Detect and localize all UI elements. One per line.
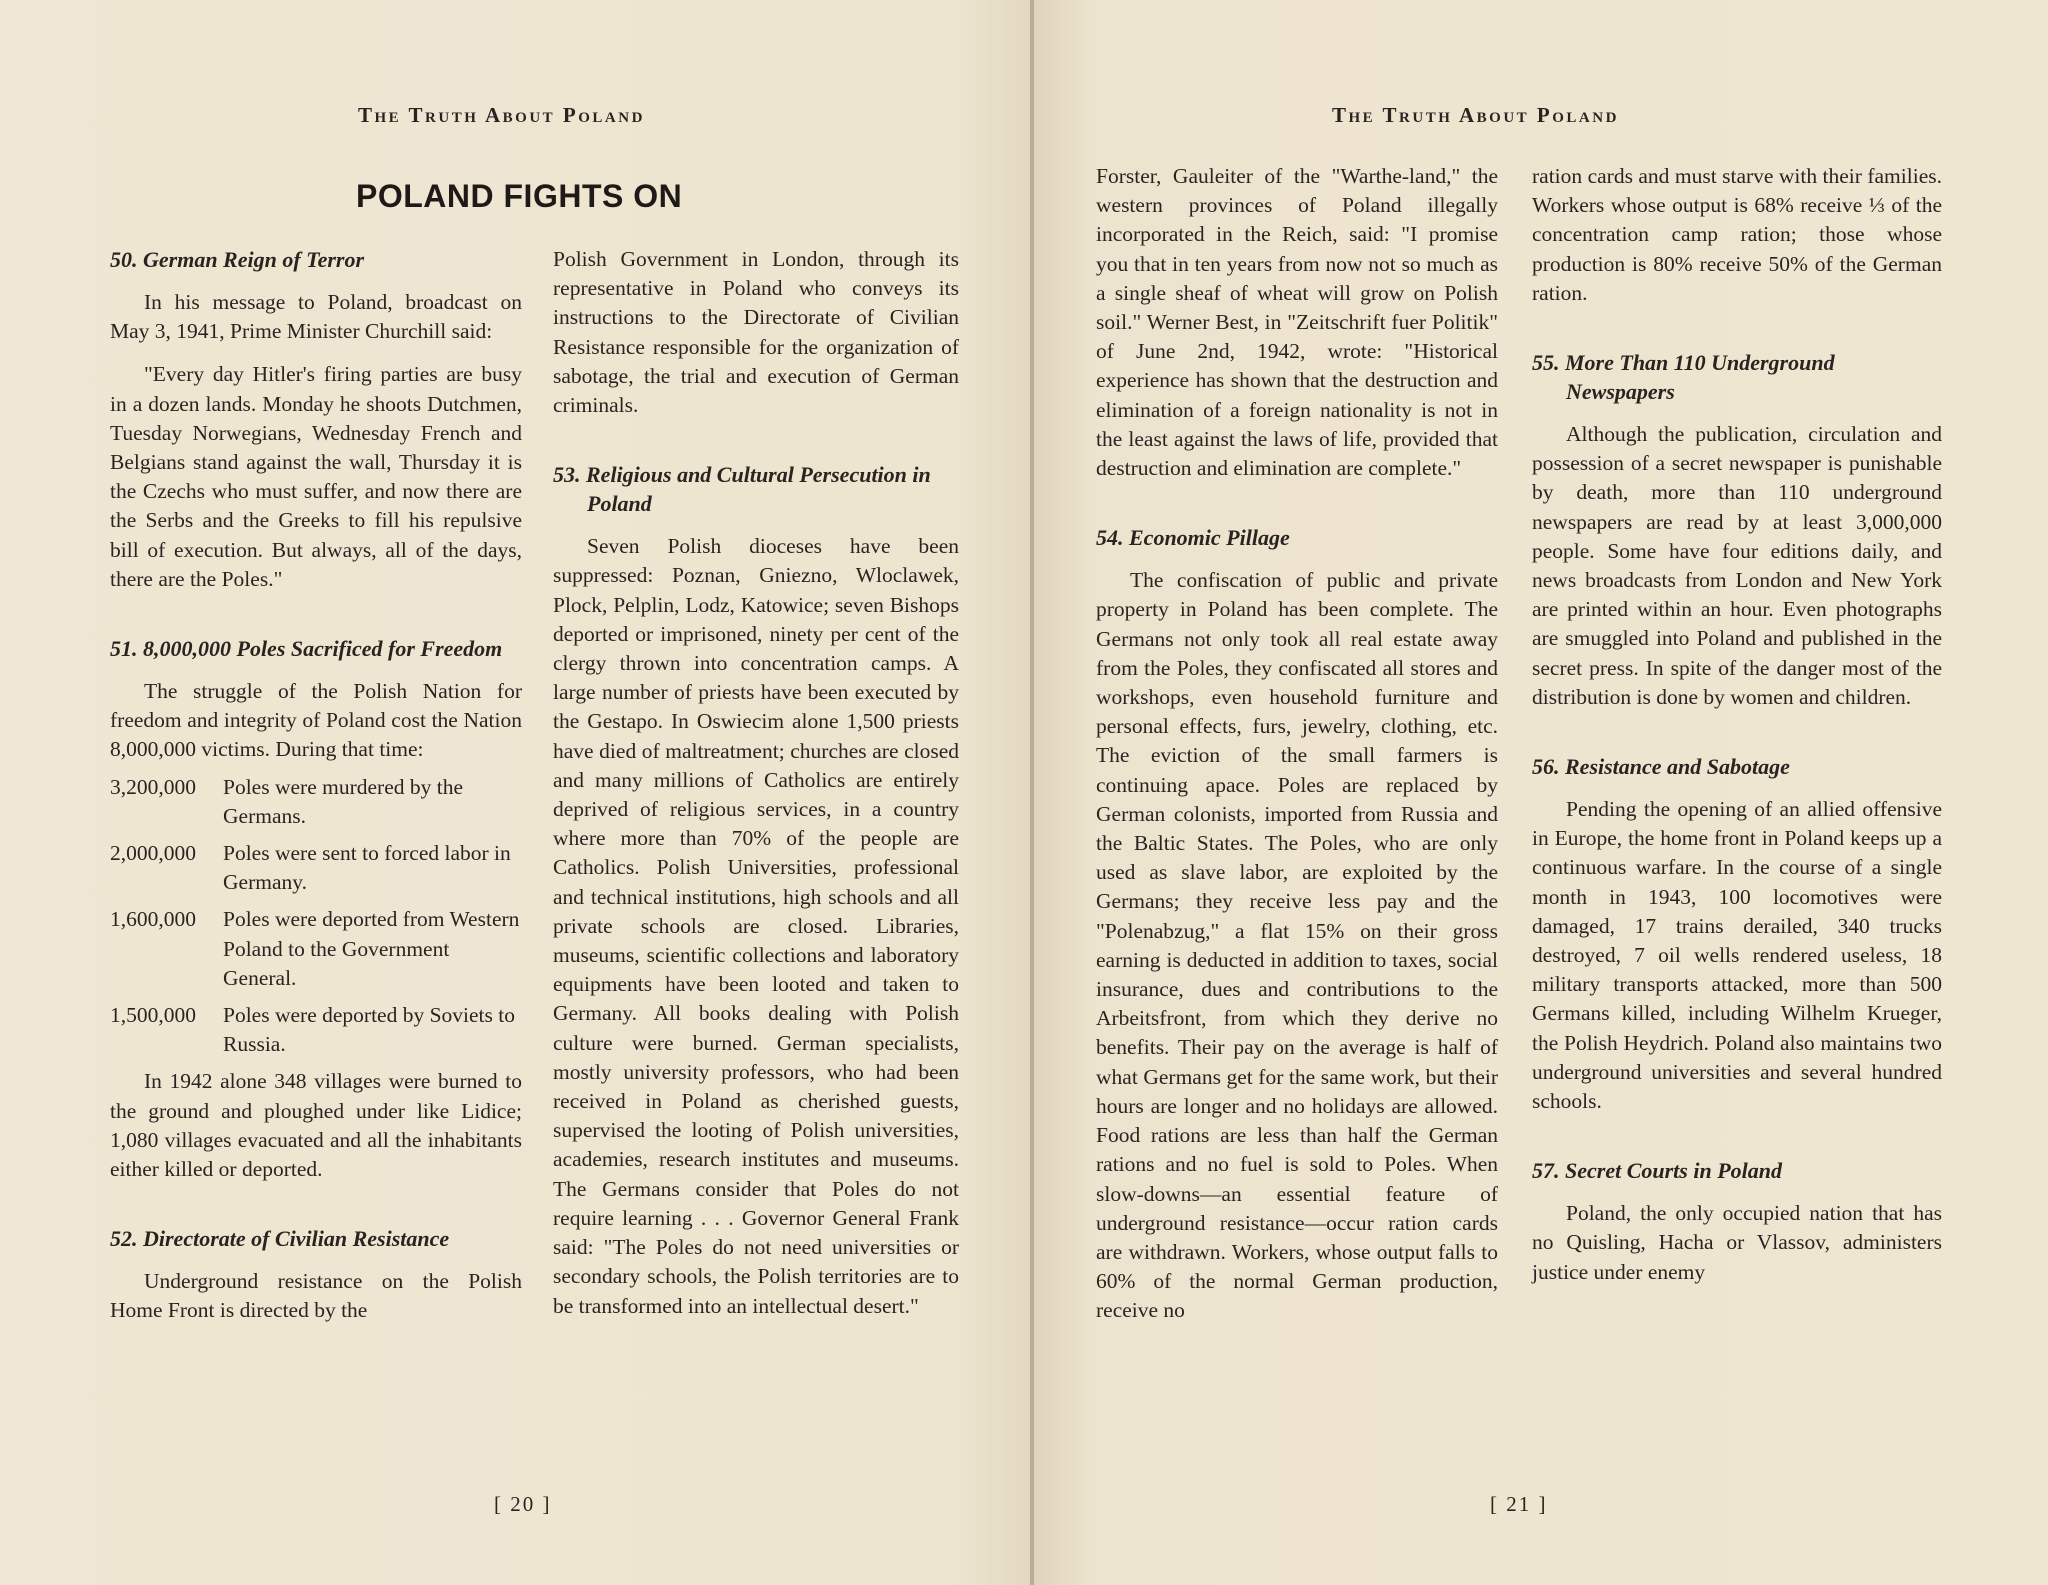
page-number: [ 20 ] [494,1492,552,1516]
stat-text: Poles were deported by Soviets to Russia. [223,1003,515,1057]
stat-number: 2,000,000 [110,841,196,866]
section-heading-54: 54. Economic Pillage [1096,525,1290,551]
paragraph: Pending the opening of an allied offensive in Europe, the home front in Poland keeps up a continuous warfare. In the course of a single month in 1943, 100 locomotives were damaged, 17 trains derailed, 340 trucks destroyed, 7 oil wells rendered useless, 18 military transports attacked, more than 500 Germans killed, including Wilhelm Krueger, the Polish Heydrich. Poland also maintains two underground universities and several hundred schools. [1532,797,1942,1114]
section-heading-50: 50. German Reign of Terror [110,247,365,272]
stat-text: Poles were sent to forced labor in Germany. [223,841,511,895]
paragraph: Poland, the only occupied nation that has no Quisling, Hacha or Vlassov, administers justice under enemy [1532,1201,1942,1284]
section-heading-51: 51. 8,000,000 Poles Sacrificed for Freedom [110,636,503,662]
section-heading-52: 52. Directorate of Civilian Resistance [110,1226,450,1252]
section-heading-57: 57. Secret Courts in Poland [1532,1158,1782,1184]
page-number: [ 21 ] [1490,1492,1548,1516]
victims-list [110,773,522,1060]
paragraph-continued: Polish Government in London, through its representative in Poland who conveys its instructions to the Directorate of Civilian Resistance responsible for the organization of sabotage, the trial and execution of German criminals. [553,247,959,418]
left-column-2 [553,245,959,1321]
right-page [1034,0,2048,1585]
paragraph: Seven Polish dioceses have been suppressed: Poznan, Gniezno, Wloclawek, Plock, Pelplin, Lodz, Katowice; seven Bishops deported or imprisoned, ninety per cent of the clergy thrown into concentration camps. A large number of priests have been executed by the Gestapo. In Oswiecim alone 1,500 priests have died of maltreatment; churches are closed and many millions of Catholics are entirely deprived of religious services, in a country where more than 70% of the people are Catholics. Polish Universities, professional and technical institutions, high schools and all private schools are closed. Libraries, museums, scientific collections and laboratory equipments have been looted and taken to Germany. All books dealing with Polish culture were burned. German specialists, mostly university professors, who had been received in Poland as cherished guests, supervised the looting of Polish universities, academies, research institutes and museums. The Germans consider that Poles do not require learning . . . Governor General Frank said: "The Poles do not need universities or secondary schools, the Polish territories are to be transformed into an intellectual desert." [553,534,959,1318]
paragraph: In 1942 alone 348 villages were burned to the ground and ploughed under like Lidice; 1,080 villages evacuated and all the inhabitants either killed or deported. [110,1069,522,1182]
section-heading-56: 56. Resistance and Sabotage [1532,754,1790,780]
stat-number: 1,500,000 [110,1003,196,1028]
paragraph: In his message to Poland, broadcast on May 3, 1941, Prime Minister Churchill said: [110,290,522,344]
running-head: The Truth About Poland [1332,103,1619,127]
churchill-quote: "Every day Hitler's firing parties are busy in a dozen lands. Monday he shoots Dutchmen, Tuesday Norwegians, Wednesday French and Belgians stand against the wall, Thursday it is the Czechs who must suffer, and now there are the Serbs and the Greeks to fill his repulsive bill of execution. But always, all of the days, there are the Poles." [110,362,522,591]
stat-number: 3,200,000 [110,774,196,799]
paragraph: Underground resistance on the Polish Home Front is directed by the [110,1269,522,1323]
paragraph-continued: Forster, Gauleiter of the "Warthe-land," the western provinces of Poland illegally incorporated in the Reich, said: "I promise you that in ten years from now not so much as a single sheaf of wheat will grow on Polish soil." Werner Best, in "Zeitschrift fuer Politik" of June 2nd, 1942, wrote: "Historical experience has shown that the destruction and elimination of a foreign nationality is not in the least against the laws of life, provided that destruction and elimination are complete." [1096,164,1498,481]
list-item [110,1001,522,1059]
running-head: The Truth About Poland [358,103,645,127]
paragraph: Although the publication, circulation and possession of a secret newspaper is punishable by death, more than 110 underground newspapers are read by at least 3,000,000 people. Some have four editions daily, and news broadcasts from London and New York are printed within an hour. Even photographs are smuggled into Poland and published in the secret press. In spite of the danger most of the distribution is done by women and children. [1532,422,1942,709]
list-item [110,839,522,897]
right-column-2 [1532,162,1942,1287]
list-item [110,773,522,831]
section-heading-53: 53. Religious and Cultural Persecution in Poland [553,462,931,517]
paragraph: The confiscation of public and private property in Poland has been complete. The Germans not only took all real estate away from the Poles, they confiscated all stores and workshops, even household furniture and personal effects, furs, jewelry, clothing, etc. The eviction of the small farmers is continuing apace. Poles are replaced by German colonists, imported from Russia and the Baltic States. The Poles, who are only used as slave labor, are exploited by the Germans; they receive less pay and the "Polenabzug," a flat 15% on their gross earning is deducted in addition to taxes, social insurance, dues and contributions to the Arbeitsfront, from which they derive no benefits. Their pay on the average is half of what Germans get for the same work, but their hours are longer and no holidays are allowed. Food rations are less than half the German rations and no fuel is sold to Poles. When slow-downs—an essential feature of underground resistance—occur ration cards are withdrawn. Workers, whose output falls to 60% of the normal German production, receive no [1096,568,1498,1323]
paragraph: The struggle of the Polish Nation for freedom and integrity of Poland cost the Nation 8,000,000 victims. During that time: [110,679,522,762]
right-column-1 [1096,162,1498,1326]
stat-text: Poles were murdered by the Germans. [223,774,464,828]
paragraph-continued: ration cards and must starve with their families. Workers whose output is 68% receive ⅓ of the concentration camp ration; those whose production is 80% receive 50% of the German ration. [1532,164,1942,305]
left-column-1 [110,245,522,1326]
section-heading-55: 55. More Than 110 Underground Newspapers [1532,350,1835,405]
list-item [110,905,522,993]
chapter-title: POLAND FIGHTS ON [356,178,683,214]
stat-number: 1,600,000 [110,907,196,932]
stat-text: Poles were deported from Western Poland to the Government General. [223,907,520,990]
